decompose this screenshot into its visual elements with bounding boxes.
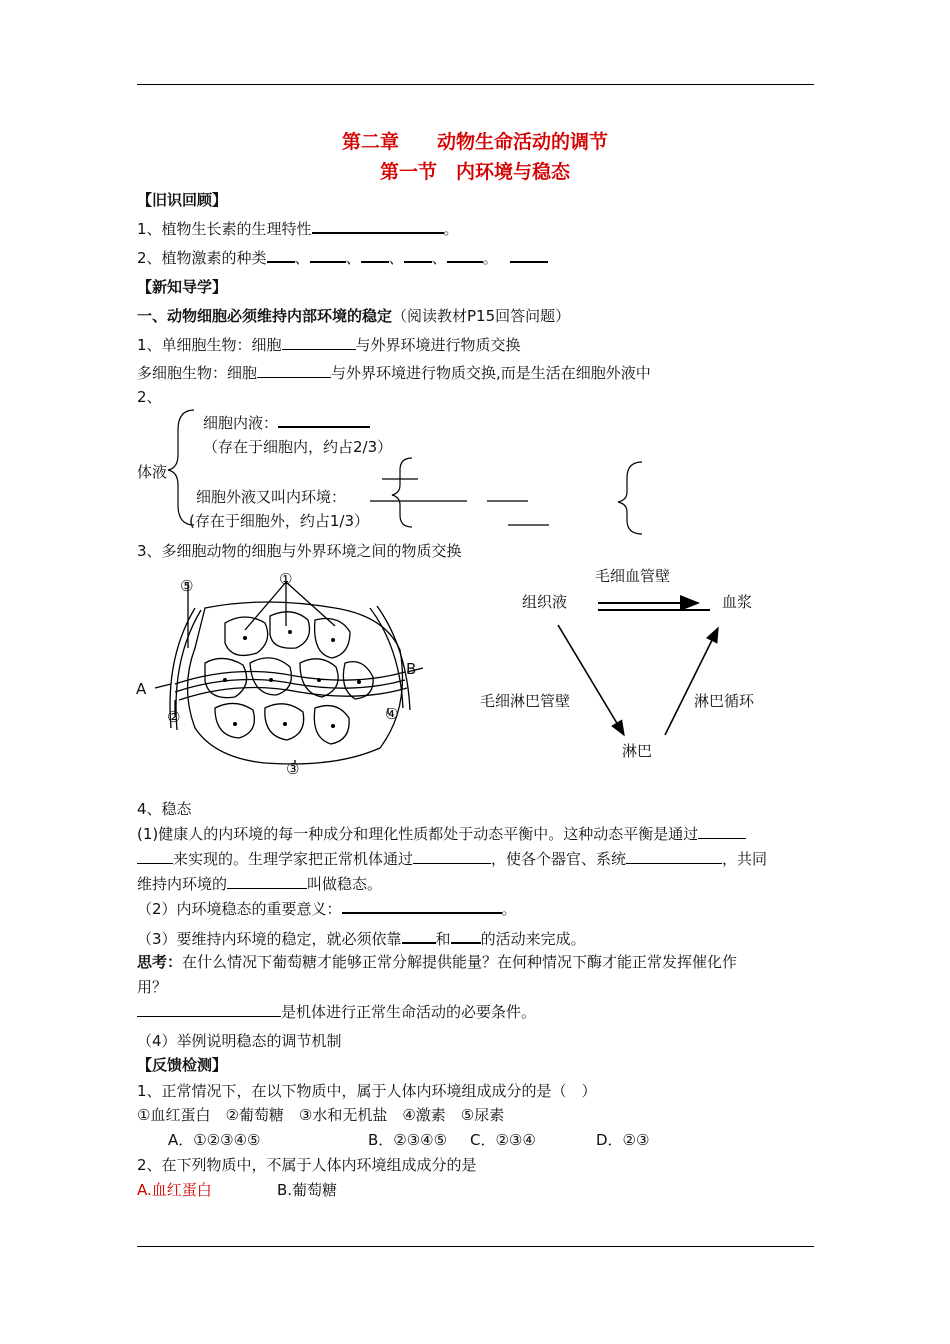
newknow-heading: 【新知导学】 — [137, 278, 228, 296]
answer-blank[interactable] — [451, 928, 481, 944]
period: 。 — [482, 249, 498, 267]
item1a-post: 与外界环境进行物质交换 — [355, 336, 521, 354]
separator: 、 — [345, 249, 361, 267]
answer-blank[interactable] — [137, 1002, 281, 1017]
p1-text-f: 叫做稳态。 — [307, 875, 383, 893]
condition-line — [137, 1001, 536, 1022]
feedback-q1-option-b[interactable]: B．②③④⑤ — [368, 1131, 448, 1149]
item2-label: 2、 — [137, 388, 162, 406]
p2-text: （2）内环境稳态的重要意义： — [137, 900, 342, 918]
homeostasis-p1-line3 — [137, 873, 382, 894]
section-title: 第一节 内环境与稳态 — [379, 161, 570, 183]
extracellular-note: (存在于细胞外，约占1/3） — [189, 512, 369, 530]
homeostasis-p1-line2 — [137, 848, 767, 869]
period: 。 — [443, 220, 459, 238]
item1a-pre: 1、单细胞生物：细胞 — [137, 336, 282, 354]
think-line1 — [137, 951, 737, 972]
feedback-q2: 2、在下列物质中，不属于人体内环境组成成分的是 — [137, 1156, 477, 1174]
answer-blank[interactable] — [413, 849, 491, 864]
condition-text: 是机体进行正常生命活动的必要条件。 — [281, 1003, 537, 1021]
part1-note: （阅读教材P15回答问题） — [392, 307, 571, 325]
item4-label: 4、稳态 — [137, 800, 192, 818]
review-heading: 【旧识回顾】 — [137, 191, 228, 209]
p1-text-a: (1)健康人的内环境的每一种成分和理化性质都处于动态平衡中。这种动态平衡是通过 — [137, 825, 699, 843]
p1-text-d: ，共同 — [722, 850, 768, 868]
review-q1-text: 1、植物生长素的生理特性 — [137, 220, 312, 238]
feedback-q2-option-b[interactable]: B.葡萄糖 — [277, 1181, 338, 1199]
triangle-right-side: 淋巴循环 — [694, 692, 755, 710]
label-A: A — [136, 680, 147, 698]
p3-text-b: 和 — [435, 930, 451, 948]
item1b-pre: 多细胞生物：细胞 — [137, 364, 258, 382]
homeostasis-p1-line1 — [137, 823, 746, 844]
feedback-q1-option-a[interactable]: A．①②③④⑤ — [168, 1131, 261, 1149]
triangle-tissue-fluid: 组织液 — [522, 593, 568, 611]
label-circle5: ⑤ — [180, 577, 194, 595]
feedback-q1-option-d[interactable]: D．②③ — [596, 1131, 650, 1149]
p3-text-c: 的活动来完成。 — [480, 930, 586, 948]
label-circle2: ② — [167, 708, 181, 726]
triangle-lymph: 淋巴 — [622, 742, 653, 760]
label-circle1: ① — [279, 570, 293, 588]
answer-blank[interactable] — [698, 824, 746, 839]
homeostasis-p2 — [137, 898, 517, 919]
homeostasis-p3 — [137, 928, 586, 949]
think-label: 思考： — [137, 953, 183, 971]
feedback-q1-items: ①血红蛋白 ②葡萄糖 ③水和无机盐 ④激素 ⑤尿素 — [137, 1106, 505, 1124]
intracellular-label: 细胞内液： — [203, 414, 279, 432]
label-circle3: ③ — [286, 760, 300, 778]
p1-text-e: 维持内环境的 — [137, 875, 228, 893]
item3-text: 3、多细胞动物的细胞与外界环境之间的物质交换 — [137, 542, 462, 560]
p1-text-b: 来实现的。生理学家把正常机体通过 — [173, 850, 414, 868]
triangle-top-label: 毛细血管壁 — [595, 567, 671, 585]
answer-blank[interactable] — [626, 849, 722, 864]
answer-blank[interactable] — [227, 874, 307, 889]
extracellular-label: 细胞外液又叫内环境： — [196, 488, 347, 506]
period: 。 — [501, 900, 517, 918]
think-line2: 用？ — [137, 978, 168, 996]
feedback-q2-option-a[interactable]: A.血红蛋白 — [137, 1181, 212, 1199]
separator: 、 — [388, 249, 404, 267]
feedback-q1: 1、正常情况下，在以下物质中，属于人体内环境组成成分的是（ ） — [137, 1082, 597, 1100]
intracellular-note: （存在于细胞内，约占2/3） — [203, 438, 393, 456]
triangle-plasma: 血浆 — [722, 593, 753, 611]
triangle-left-side: 毛细淋巴管壁 — [480, 692, 571, 710]
label-B: B — [406, 660, 417, 678]
review-q2-text: 2、植物激素的种类 — [137, 249, 267, 267]
feedback-heading: 【反馈检测】 — [137, 1056, 228, 1074]
separator: 、 — [431, 249, 447, 267]
p3-text-a: （3）要维持内环境的稳定，就必须依靠 — [137, 930, 402, 948]
think-text: 在什么情况下葡萄糖才能够正常分解提供能量？在何种情况下酶才能正常发挥催化作 — [182, 953, 738, 971]
part1-title: 一、动物细胞必须维持内部环境的稳定 — [137, 307, 393, 325]
label-circle4: ④ — [385, 705, 399, 723]
p1-text-c: ，使各个器官、系统 — [491, 850, 627, 868]
item1b-post: 与外界环境进行物质交换,而是生活在细胞外液中 — [331, 364, 651, 382]
homeostasis-p4: （4）举例说明稳态的调节机制 — [137, 1032, 342, 1050]
answer-blank[interactable] — [137, 849, 173, 864]
answer-blank[interactable] — [342, 898, 502, 914]
answer-blank[interactable] — [402, 928, 436, 944]
separator: 、 — [294, 249, 310, 267]
bottom-rule — [137, 1246, 814, 1247]
feedback-q1-option-c[interactable]: C．②③④ — [470, 1131, 536, 1149]
bodyfluid-label: 体液 — [137, 463, 168, 481]
chapter-title: 第二章 动物生命活动的调节 — [341, 131, 608, 153]
